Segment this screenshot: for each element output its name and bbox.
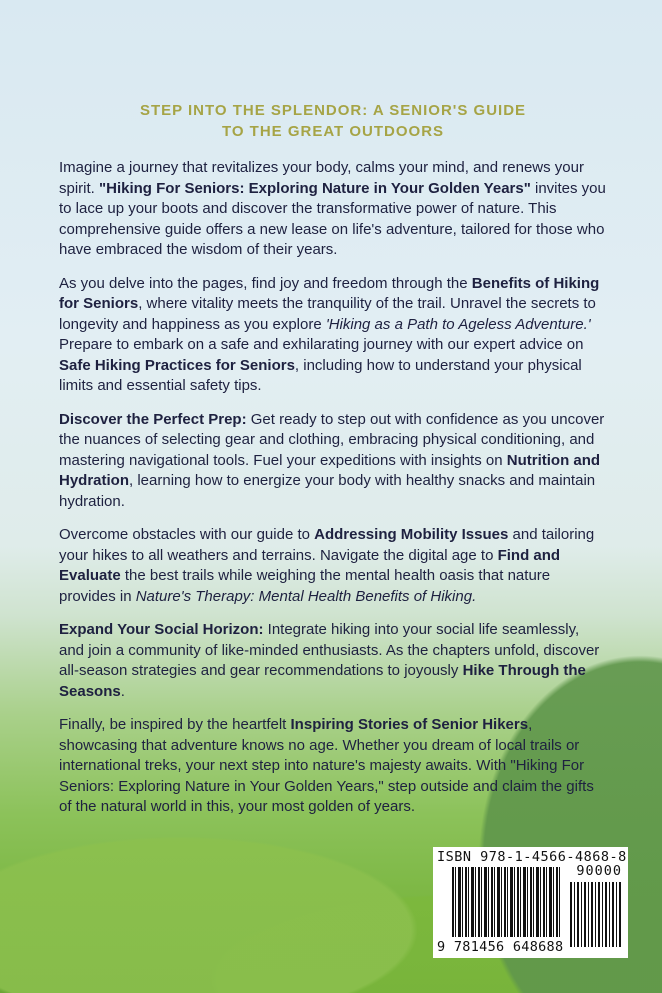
barcode-bars — [452, 867, 560, 937]
book-title: "Hiking For Seniors: Exploring Nature in Your Golden Years" — [99, 179, 531, 197]
text: , including how to understand your physical limits and essential safety tips. — [59, 356, 582, 394]
paragraph-prep — [59, 410, 607, 513]
text: Prepare to embark on a safe and exhilarating journey with our expert advice on — [59, 336, 584, 353]
back-cover-text — [59, 100, 607, 831]
chapter-quote: 'Hiking as a Path to Ageless Adventure.' — [325, 315, 591, 333]
chapter-highlight: Inspiring Stories of Senior Hikers — [290, 716, 529, 733]
chapter-highlight: Addressing Mobility Issues — [314, 526, 509, 543]
text: Finally, be inspired by the heartfelt — [59, 716, 291, 733]
text: the best trails while weighing the mental health oasis that nature provides in — [59, 567, 551, 605]
chapter-highlight: Benefits of Hiking for Seniors — [59, 274, 600, 312]
text: , showcasing that adventure knows no age. Whether you dream of local trails or international treks, your next step into nature's majesty awaits. With "Hiking For Seniors: Exploring Nature in Your Golden Years," step outside and claim the gifts of the natural world in this, your most golden of years. — [59, 716, 594, 815]
text: and tailoring your hikes to all weathers and terrains. Navigate the digital age to — [59, 526, 595, 564]
isbn-label: ISBN 978-1-4566-4868-8 — [437, 849, 627, 865]
chapter-highlight: Safe Hiking Practices for Seniors — [59, 356, 295, 374]
text: invites you to lace up your boots and discover the transformative power of nature. This comprehensive guide offers a new lease on life's adventure, tailored for those who have embraced the wisdom of their years. — [59, 179, 606, 258]
chapter-quote: Nature's Therapy: Mental Health Benefits of Hiking. — [135, 587, 477, 605]
text: Integrate hiking into your social life seamlessly, and join a community of like-minded enthusiasts. As the chapters unfold, discover all-season strategies and gear recommendations to joyously — [59, 621, 600, 679]
text: Imagine a journey that revitalizes your body, calms your mind, and renews your spirit. — [59, 159, 584, 197]
chapter-highlight: Find and Evaluate — [59, 546, 561, 584]
heading-line: TO THE GREAT OUTDOORS — [221, 123, 445, 140]
chapter-highlight: Nutrition and Hydration — [59, 451, 601, 489]
text: Overcome obstacles with our guide to — [59, 526, 315, 543]
text: , where vitality meets the tranquility of the trail. Unravel the secrets to longevity and happiness as you explore — [59, 295, 596, 333]
paragraph-social — [59, 620, 607, 702]
section-lead: Discover the Perfect Prep: — [59, 410, 247, 428]
barcode-addon-bars — [570, 882, 622, 947]
text: As you delve into the pages, find joy and freedom through the — [59, 274, 472, 292]
text: . — [120, 682, 125, 700]
text: , learning how to energize your body with healthy snacks and maintain hydration. — [59, 472, 596, 510]
isbn-barcode — [433, 847, 628, 958]
price-code: 90000 — [576, 863, 622, 879]
barcode-digits: 9 781456 648688 — [437, 939, 564, 955]
chapter-highlight: Hike Through the Seasons — [59, 662, 586, 700]
heading-line: STEP INTO THE SPLENDOR: A SENIOR'S GUIDE — [139, 102, 527, 119]
paragraph-mobility — [59, 525, 607, 607]
paragraph-benefits — [59, 274, 607, 397]
paragraph-finally — [59, 715, 607, 818]
cover-heading — [59, 100, 607, 142]
paragraph-intro — [59, 158, 607, 261]
section-lead: Expand Your Social Horizon: — [59, 621, 264, 638]
text: Get ready to step out with confidence as you uncover the nuances of selecting gear and clothing, embracing physical conditioning, and mastering navigational tools. Fuel your expeditions with insights on — [59, 410, 605, 469]
